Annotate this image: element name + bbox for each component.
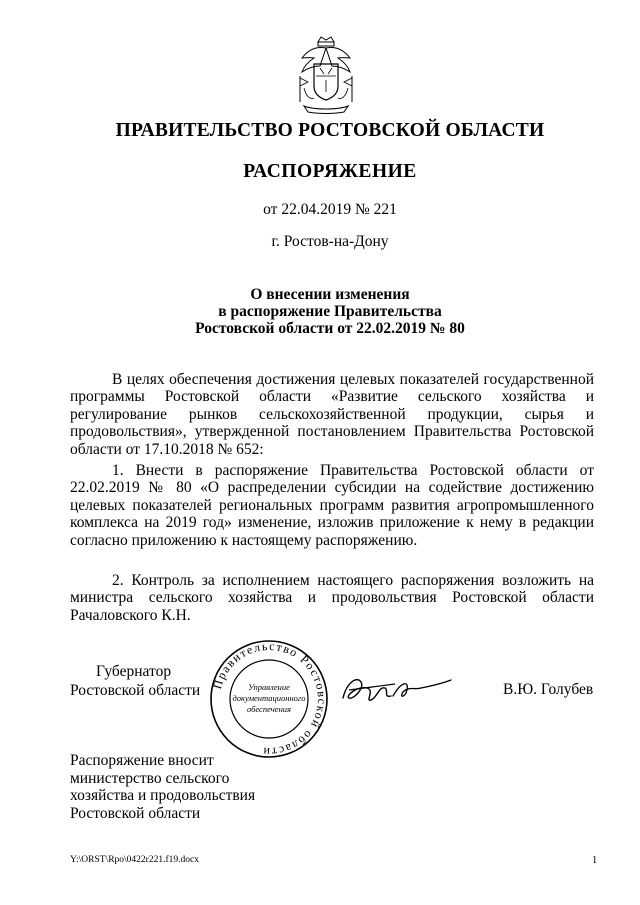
coat-of-arms-icon: [294, 36, 358, 114]
clause-2-paragraph: 2. Контроль за исполнением настоящего распоряжения возложить на министра сельского хозяйства и продовольствия Ростовской области Рачаловского К.Н.: [70, 572, 594, 624]
subject-line: О внесении изменения: [250, 286, 410, 303]
document-type: РАСПОРЯЖЕНИЕ: [243, 161, 417, 182]
organization-title: ПРАВИТЕЛЬСТВО РОСТОВСКОЙ ОБЛАСТИ: [115, 120, 545, 141]
clause-1-paragraph: 1. Внести в распоряжение Правительства Ростовской области от 22.02.2019 № 80 «О распределении субсидии на содействие достижению целевых показателей региональных программ развития агропромышленного комплекса на 2019 год» изменение, изложив приложение к нему в редакции согласно приложению к настоящему распоряжению.: [70, 462, 594, 549]
seal-inner-line: Управление: [248, 682, 290, 692]
submitter-note-line: Ростовской области: [70, 804, 201, 822]
document-city: г. Ростов-на-Дону: [271, 233, 389, 250]
submitter-note-line: хозяйства и продовольствия: [70, 787, 256, 804]
preamble-paragraph: В целях обеспечения достижения целевых показателей государственной программы Ростовской области «Развитие сельского хозяйства и регулирование рынков сельскохозяйственной продукции, сырья и продовольствия», утвержденной постановлением Правительства Ростовской области от 17.10.2018 № 652:: [70, 371, 594, 458]
signatory-title-line: Губернатор: [96, 663, 172, 680]
page-number: 1: [592, 855, 598, 866]
signatory-title: [70, 662, 210, 700]
subject-line: в распоряжение Правительства: [218, 303, 442, 320]
submitter-note: [70, 752, 290, 822]
seal-inner-line: обеспечения: [246, 704, 292, 714]
handwritten-signature: [335, 668, 455, 712]
seal-inner-line: документационного: [232, 693, 306, 703]
signatory-title-line: Ростовской области: [70, 682, 201, 699]
official-seal-stamp: [208, 638, 330, 760]
submitter-note-line: Распоряжение вносит: [70, 752, 214, 769]
submitter-note-line: министерство сельского: [70, 769, 230, 787]
subject-line: Ростовской области от 22.02.2019 № 80: [195, 320, 465, 337]
signatory-name: В.Ю. Голубев: [503, 681, 594, 698]
seal-ring-text: Правительство Ростовской области: [210, 638, 330, 760]
document-subject: [60, 286, 600, 337]
document-date-number: от 22.04.2019 № 221: [263, 201, 397, 218]
file-path-footer: Y:\ORST\Rpo\0422r221.f19.docx: [70, 855, 199, 865]
